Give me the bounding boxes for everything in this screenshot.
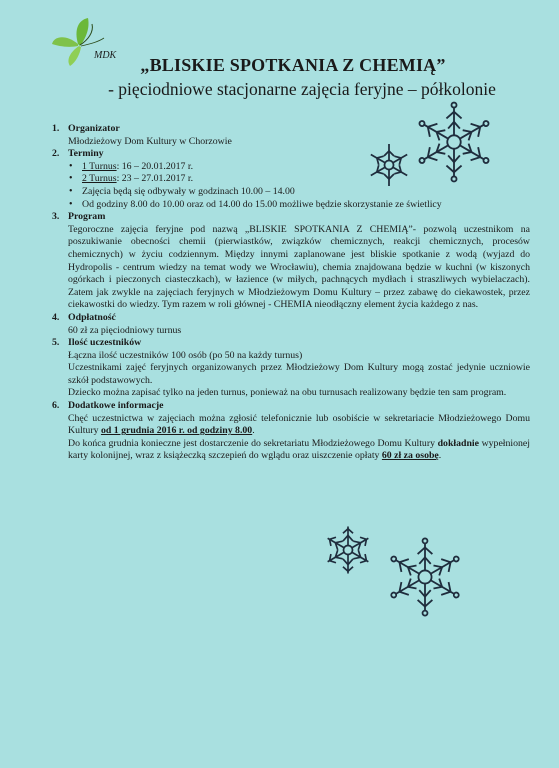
- section-number: 3.: [52, 211, 60, 223]
- section-number: 2.: [52, 148, 60, 160]
- section-organizer: [52, 123, 530, 136]
- documents-text: Do końca grudnia konieczne jest dostarczenie do sekretariatu Młodzieżowego Domu Kultury: [68, 437, 438, 449]
- snowflake-icon: [384, 536, 466, 618]
- section-heading: Program: [68, 211, 106, 223]
- section-participants: [52, 337, 530, 350]
- section-heading: Ilość uczestników: [68, 337, 142, 349]
- snowflake-icon: [320, 522, 376, 578]
- punctuation: .: [438, 450, 442, 462]
- section-heading: Organizator: [68, 123, 120, 134]
- section-heading: Terminy: [68, 148, 104, 160]
- logo-text: MDK: [94, 50, 117, 61]
- list-item: • Od godziny 8.00 do 10.00 oraz od 14.00 do 15.00 możliwe będzie skorzystanie ze świetlicy: [68, 199, 530, 212]
- page-title: „BLISKIE SPOTKANIA Z CHEMIĄ”: [140, 55, 446, 75]
- fee-amount: 60 zł za osobę: [381, 450, 439, 462]
- section-heading: Dodatkowe informacje: [68, 400, 164, 412]
- section-number: 5.: [52, 337, 60, 349]
- turnus-dates: : 16 – 20.01.2017 r.: [116, 160, 194, 172]
- section-fee: [52, 312, 530, 325]
- section-additional-info: [52, 400, 530, 413]
- turnus-dates: : 23 – 27.01.2017 r.: [116, 173, 194, 185]
- butterfly-icon: [48, 14, 120, 70]
- organizer-text: Młodzieżowy Dom Kultury w Chorzowie: [68, 135, 232, 147]
- punctuation: .: [252, 425, 255, 437]
- section-program: [52, 211, 530, 224]
- registration-date: od 1 grudnia 2016 r. od godziny 8.00: [100, 425, 253, 437]
- list-item: [68, 161, 530, 174]
- list-item: [68, 173, 530, 186]
- registration-paragraph: [52, 413, 530, 438]
- section-number: 4.: [52, 311, 60, 323]
- fee-text: 60 zł za pięciodniowy turnus: [68, 324, 182, 336]
- program-text: Tegoroczne zajęcia feryjne pod nazwą „BLISKIE SPOTKANIA Z CHEMIĄ”- pozwolą uczestnikom na poszukiwanie obecności chemii (pierwiastków, związków chemicznych, reakcji chemicznych, procesów chemicznych) w życiu codziennym. Między innymi zaplanowane jest bliskie spotkanie z wodą (wyjazd do Hydropolis - centrum wiedzy na temat wody we Wrocławiu), chemia znajdowana będzie w kuchni (w kiszonych ogórkach i pieczonych ciasteczkach), w łazience (w miłych, pachnących mydłach i straszliwych wybielaczach). Zatem jak zwykle na zajęciach feryjnych w Młodzieżowym Domu Kultury – przez zabawę do ciekawostek, przez ciekawostki do wiedzy. Tym razem w roli głównej - CHEMIA nieodłączny element życia każdego z nas.: [68, 223, 530, 311]
- turnus-label: 2 Turnus: [82, 173, 117, 185]
- documents-text: wypełnionej karty kolonijnej, wraz z książeczką szczepień do wglądu oraz uiszczenie opłaty: [68, 437, 530, 462]
- participants-rule: Dziecko można zapisać tylko na jeden turnus, ponieważ na obu turnusach realizowany będzie ten sam program.: [68, 387, 507, 399]
- documents-paragraph: [52, 438, 530, 463]
- section-terms: [52, 148, 530, 161]
- section-number: 1.: [52, 123, 60, 134]
- page-subtitle: - pięciodniowe stacjonarne zajęcia feryjne – półkolonie: [108, 79, 496, 99]
- participants-count: Łączna ilość uczestników 100 osób (po 50 na każdy turnus): [68, 349, 303, 361]
- registration-text: Chęć uczestnictwa w zajęciach można zgłosić telefonicznie lub osobiście w sekretariacie Młodzieżowego Domu Kultury: [68, 412, 530, 437]
- turnus-label: 1 Turnus: [82, 160, 117, 172]
- terms-list: [52, 161, 530, 211]
- list-item: • Zajęcia będą się odbywały w godzinach 10.00 – 14.00: [68, 186, 530, 199]
- document-body: [52, 123, 530, 463]
- participants-eligibility: Uczestnikami zajęć feryjnych organizowanych przez Młodzieżowy Dom Kultury mogą zostać jedynie uczniowie szkół podstawowych.: [68, 362, 530, 386]
- section-heading: Odpłatność: [68, 311, 116, 323]
- emphasis-text: dokładnie: [437, 437, 479, 449]
- section-number: 6.: [52, 400, 60, 412]
